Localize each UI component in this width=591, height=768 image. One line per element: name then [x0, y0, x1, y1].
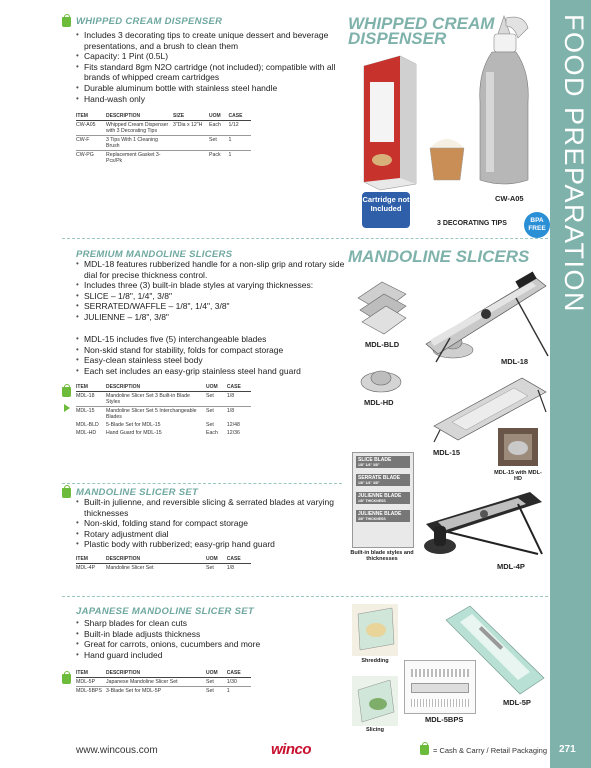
cell: 1/8 — [226, 565, 235, 571]
cell: Mandoline Slicer Set 3 Built-in Blade Styles — [106, 392, 206, 407]
blade-name: SERRATE BLADE — [358, 475, 401, 481]
cell: 12/36 — [226, 430, 240, 436]
shredding-label: Shredding — [361, 658, 389, 664]
col-header: UOM — [206, 556, 227, 564]
new-item-arrow-icon — [64, 404, 70, 412]
table-row — [76, 151, 251, 166]
whipped-spec-table — [76, 113, 251, 165]
bullet: • Each set includes an easy-grip stainless steel hand guard — [76, 366, 348, 377]
cell: Set — [206, 688, 214, 694]
cell: Set — [206, 392, 227, 407]
col-header: UOM — [206, 384, 227, 392]
cell: 5-Blade Set for MDL-15 — [106, 422, 161, 428]
whipped-section-title: WHIPPED CREAM DISPENSER — [76, 16, 223, 27]
dessert-cup-image — [422, 118, 472, 198]
mdl-15-label: MDL-15 — [433, 448, 461, 457]
bullet: • Hand guard included — [76, 650, 346, 661]
cell — [173, 151, 209, 166]
blade-sizes: 3/8" THICKNESS — [358, 517, 386, 521]
blade-sizes: 1/8" 1/4" 3/8" — [358, 481, 380, 485]
col-header: UOM — [209, 113, 229, 121]
free-text: FREE — [528, 225, 546, 232]
mdl-5p-image — [440, 600, 548, 700]
cell: Mandoline Slicer Set — [106, 565, 154, 571]
cell: Japanese Mandoline Slicer Set — [106, 678, 206, 687]
cell: Replacement Gasket 3-Pcs/Pk — [106, 152, 161, 164]
bullet: • Includes 3 decorating tips to create unique dessert and beverage presentations, and a brush to clean them — [76, 30, 346, 51]
table-row — [76, 136, 251, 151]
bullet: • Great for carrots, onions, cucumbers and more — [76, 639, 346, 650]
mdl-bld-label: MDL-BLD — [365, 340, 400, 349]
section-divider — [62, 483, 342, 484]
bullet: • Plastic body with rubberized; easy-grip hand guard — [76, 539, 346, 550]
set-section-title: MANDOLINE SLICER SET — [76, 487, 199, 498]
cash-carry-bag-icon — [420, 745, 429, 755]
col-header: DESCRIPTION — [106, 556, 206, 564]
cell: Each — [206, 430, 218, 436]
dispenser-bottle-image — [468, 12, 540, 192]
premium-spec-table — [76, 384, 251, 437]
blade-strip — [411, 699, 469, 707]
cell: MDL-4P — [76, 565, 96, 571]
mdl-18-label: MDL-18 — [501, 357, 529, 366]
mdl-5p-label: MDL-5P — [503, 698, 531, 707]
bullet: • MDL-15 includes five (5) interchangeable blades — [76, 334, 348, 345]
cell — [173, 136, 209, 151]
cell: 1 — [228, 152, 232, 158]
cell: 3 Tips With 1 Cleaning Brush — [106, 136, 173, 151]
blade-styles-panel — [352, 452, 414, 548]
premium-bullets-a — [76, 259, 348, 323]
bullet: • Capacity: 1 Pint (0.5L) — [76, 51, 346, 62]
set-bullets — [76, 497, 346, 550]
cell: CW-PG — [76, 152, 94, 158]
cell: 3"Dia x 12"H — [173, 121, 209, 136]
blade-name: JULIENNE BLADE — [358, 511, 402, 517]
blade-tag — [356, 474, 410, 486]
cell: Set — [206, 408, 214, 414]
bpa-free-badge — [524, 212, 550, 238]
cell: Set — [209, 136, 229, 151]
cell: 1 — [229, 136, 251, 151]
col-header: CASE — [227, 556, 251, 564]
col-header: SIZE — [173, 113, 209, 121]
mdl-18-image — [420, 258, 552, 364]
blade-set-image — [352, 278, 412, 338]
section-divider — [62, 596, 548, 597]
cell: MDL-18 — [76, 392, 106, 407]
col-header: ITEM — [76, 384, 106, 392]
table-row — [76, 121, 251, 136]
cash-carry-bag-icon — [62, 387, 71, 397]
table-row — [76, 687, 251, 696]
premium-bullets-b — [76, 334, 348, 376]
winco-logo: winco — [271, 741, 312, 758]
cell: Hand Guard for MDL-15 — [106, 430, 162, 436]
cell: MDL-15 — [76, 408, 95, 414]
slicing-label: Slicing — [365, 727, 385, 733]
cell: Each — [209, 121, 229, 136]
bullet: • SERRATED/WAFFLE – 1/8", 1/4", 3/8" — [76, 301, 348, 312]
cartridge-not-included-badge: Cartridge not Included — [362, 192, 410, 228]
col-header: CASE — [227, 670, 251, 678]
bullet: • Built-in blade adjusts thickness — [76, 629, 346, 640]
mdl-5bps-label: MDL-5BPS — [425, 715, 464, 724]
blade-tag — [356, 456, 410, 468]
section-divider — [62, 238, 548, 239]
japanese-spec-table — [76, 670, 251, 695]
mandoline-big-title: MANDOLINE SLICERS — [348, 247, 530, 266]
mdl-4p-label: MDL-4P — [497, 562, 525, 571]
cell: MDL-5BPS — [76, 688, 102, 694]
cell: MDL-HD — [76, 430, 97, 436]
bullet: • Non-skid stand for stability, folds for compact storage — [76, 345, 348, 356]
website-link[interactable]: www.wincous.com — [76, 745, 158, 756]
cell: MDL-BLD — [76, 422, 99, 428]
table-row — [76, 564, 251, 573]
decorating-tips-label: 3 DECORATING TIPS — [437, 220, 507, 227]
bullet: • SLICE – 1/8", 1/4", 3/8" — [76, 291, 348, 302]
cell: Whipped Cream Dispenser with 3 Decorating Tips — [106, 121, 173, 136]
cell: Pack — [209, 152, 221, 158]
table-row — [76, 429, 251, 437]
bullet: • Sharp blades for clean cuts — [76, 618, 346, 629]
bullet: • Easy-clean stainless steel body — [76, 355, 348, 366]
cell: Set — [206, 565, 214, 571]
bullet: • Includes three (3) built-in blade styles at varying thicknesses: — [76, 280, 348, 291]
cell: 1/30 — [227, 678, 251, 687]
cell: 1/8 — [226, 408, 235, 414]
bullet: • Built-in julienne, and reversible slicing & serrated blades at varying thicknesses — [76, 497, 346, 518]
col-header: ITEM — [76, 556, 106, 564]
japanese-section-title: JAPANESE MANDOLINE SLICER SET — [76, 606, 254, 617]
col-header: CASE — [227, 384, 251, 392]
cell: 12/48 — [226, 422, 240, 428]
col-header: ITEM — [76, 670, 106, 678]
hand-guard-image — [418, 516, 462, 560]
page-number: 271 — [559, 744, 576, 755]
col-header: UOM — [206, 670, 227, 678]
cash-carry-bag-icon — [62, 17, 71, 27]
cell: Set — [206, 422, 214, 428]
blade-styles-label: Built-in blade styles and thicknesses — [350, 550, 414, 562]
cell: CW-F — [76, 136, 106, 151]
cash-carry-bag-icon — [62, 488, 71, 498]
col-header: ITEM — [76, 113, 106, 121]
blade-sizes: 1/8" THICKNESS — [358, 499, 386, 503]
shredding-photo — [352, 604, 398, 656]
slicing-photo — [352, 676, 398, 726]
bullet: • Hand-wash only — [76, 94, 346, 105]
cell: 1/12 — [229, 121, 251, 136]
blade-name: SLICE BLADE — [358, 457, 392, 463]
mdl-hd-label: MDL-HD — [364, 398, 394, 407]
col-header: DESCRIPTION — [106, 384, 206, 392]
col-header: DESCRIPTION — [106, 670, 206, 678]
blade-name: JULIENNE BLADE — [358, 493, 402, 499]
premium-section-title: PREMIUM MANDOLINE SLICERS — [76, 249, 233, 260]
hand-guard-image — [358, 362, 404, 396]
cash-carry-bag-icon — [62, 674, 71, 684]
mdl-15-with-guard-image — [496, 426, 540, 468]
col-header: DESCRIPTION — [106, 113, 173, 121]
packaging-legend: = Cash & Carry / Retail Packaging — [433, 746, 548, 755]
cell: Set — [206, 678, 227, 687]
cell: Mandoline Slicer Set 5 Interchangeable Blades — [106, 408, 197, 420]
whipped-big-title-1: WHIPPED CREAM — [348, 14, 495, 33]
table-row — [76, 407, 251, 422]
bullet: • JULIENNE – 1/8", 3/8" — [76, 312, 348, 323]
bullet: • Fits standard 8gm N2O cartridge (not included); compatible with all brands of whipped cream cartridges — [76, 62, 346, 83]
blade-tag — [356, 492, 410, 504]
table-row — [76, 678, 251, 687]
whipped-big-title-2: DISPENSER — [348, 29, 447, 48]
bullet: • Rotary adjustment dial — [76, 529, 346, 540]
table-row — [76, 392, 251, 407]
col-header: CASE — [229, 113, 251, 121]
japanese-bullets — [76, 618, 346, 660]
cell: CW-A05 — [76, 121, 106, 136]
cell: MDL-5P — [76, 678, 106, 687]
set-spec-table — [76, 556, 251, 572]
blade-sizes: 1/8" 1/4" 3/8" — [358, 463, 380, 467]
whipped-bullets — [76, 30, 346, 104]
bullet: • Durable aluminum bottle with stainless steel handle — [76, 83, 346, 94]
sidebar-label: FOOD PREPARATION — [559, 14, 589, 314]
cell: 3-Blade Set for MDL-5P — [106, 688, 162, 694]
product-box-image — [360, 52, 420, 192]
bullet: • Non-skid, folding stand for compact storage — [76, 518, 346, 529]
bpa-text: BPA — [530, 217, 544, 224]
cell: 1 — [226, 688, 230, 694]
bullet: • MDL-18 features rubberized handle for a non-slip grip and rotary side dial for precise thickness control. — [76, 259, 348, 280]
cell: 1/8 — [227, 392, 251, 407]
blade-tag — [356, 510, 410, 522]
table-row — [76, 421, 251, 429]
mdl-15-hd-label: MDL-15 with MDL-HD — [494, 470, 542, 482]
cw-a05-label: CW-A05 — [495, 194, 524, 203]
